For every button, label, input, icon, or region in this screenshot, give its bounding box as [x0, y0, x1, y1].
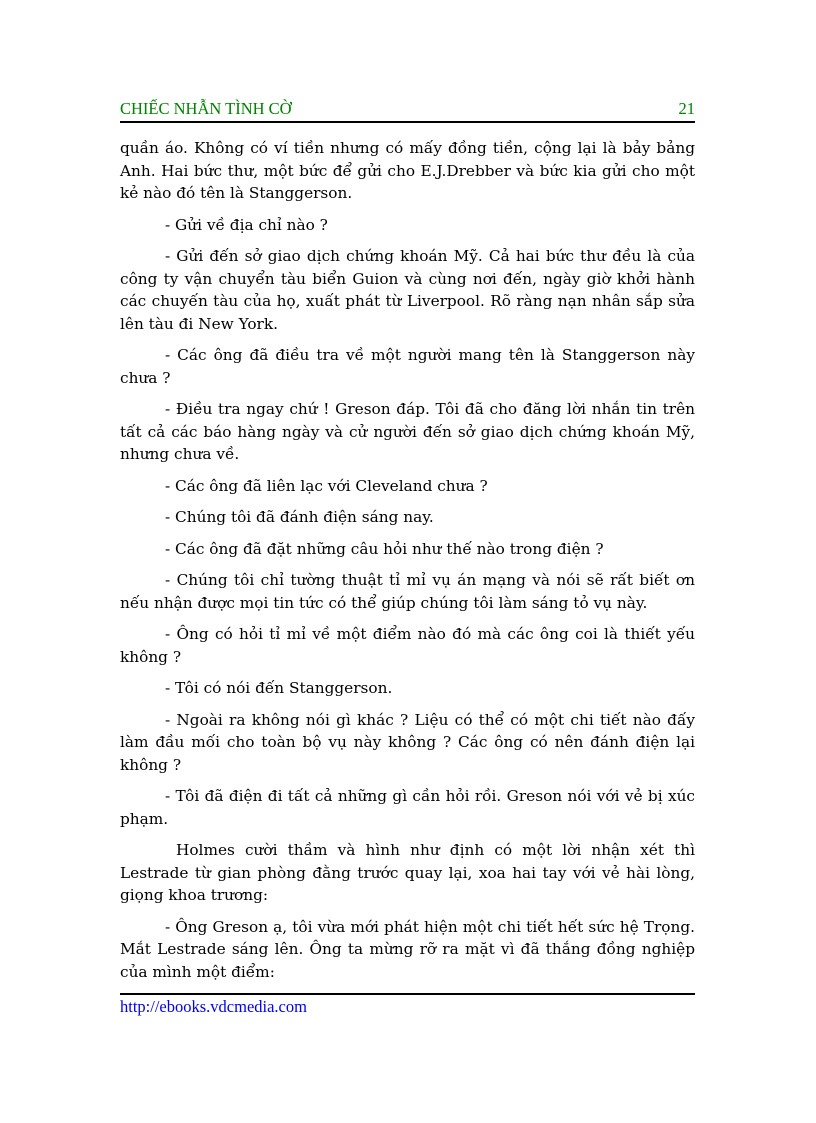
- source-link[interactable]: http://ebooks.vdcmedia.com: [120, 997, 307, 1016]
- paragraph: - Chúng tôi đã đánh điện sáng nay.: [165, 508, 434, 526]
- body-text: [120, 137, 695, 992]
- page-number: 21: [678, 99, 695, 118]
- paragraph: - Điều tra ngay chứ ! Greson đáp. Tôi đã cho đăng lời nhắn tin trên tất cả các báo hàng ngày và cử người đến sở giao dịch chứng khoán Mỹ, nhưng chưa về.: [120, 400, 695, 463]
- paragraph: - Ông Greson ạ, tôi vừa mới phát hiện một chi tiết hết sức hệ Trọng. Mắt Lestrade sáng lên. Ông ta mừng rỡ ra mặt vì đã thắng đồng nghiệp của mình một điểm:: [120, 917, 695, 981]
- book-title: CHIẾC NHẪN TÌNH CỜ: [120, 99, 292, 118]
- paragraph: - Tôi đã điện đi tất cả những gì cần hỏi rồi. Greson nói với vẻ bị xúc phạm.: [120, 787, 695, 828]
- paragraph: - Ngoài ra không nói gì khác ? Liệu có thể có một chi tiết nào đấy làm đầu mối cho toàn bộ vụ này không ? Các ông có nên đánh điện lại không ?: [120, 710, 695, 774]
- paragraph: quần áo. Không có ví tiền nhưng có mấy đồng tiền, cộng lại là bảy bảng Anh. Hai bức thư, một bức để gửi cho E.J.Drebber và bức kia gửi cho một kẻ nào đó tên là Stanggerson.: [120, 139, 695, 202]
- paragraph: - Gửi về địa chỉ nào ?: [165, 215, 328, 234]
- running-header: [120, 99, 695, 123]
- paragraph: - Ông có hỏi tỉ mỉ về một điểm nào đó mà các ông coi là thiết yếu không ?: [120, 625, 695, 666]
- paragraph: - Các ông đã điều tra về một người mang tên là Stanggerson này chưa ?: [120, 346, 695, 387]
- paragraph: - Các ông đã liên lạc với Cleveland chưa ?: [165, 476, 488, 495]
- paragraph: - Tôi có nói đến Stanggerson.: [165, 679, 393, 697]
- page-footer: [120, 993, 695, 1017]
- paragraph: Holmes cười thầm và hình như định có một lời nhận xét thì Lestrade từ gian phòng đằng trước quay lại, xoa hai tay với vẻ hài lòng, giọng khoa trương:: [120, 841, 695, 904]
- paragraph: - Chúng tôi chỉ tường thuật tỉ mỉ vụ án mạng và nói sẽ rất biết ơn nếu nhận được mọi tin tức có thể giúp chúng tôi làm sáng tỏ vụ này.: [120, 571, 695, 612]
- paragraph: - Các ông đã đặt những câu hỏi như thế nào trong điện ?: [165, 539, 604, 558]
- paragraph: - Gửi đến sở giao dịch chứng khoán Mỹ. Cả hai bức thư đều là của công ty vận chuyển tàu biển Guion và cùng nơi đến, ngày giờ khởi hành các chuyến tàu của họ, xuất phát từ Liverpool. Rõ ràng nạn nhân sắp sửa lên tàu đi New York.: [120, 247, 695, 333]
